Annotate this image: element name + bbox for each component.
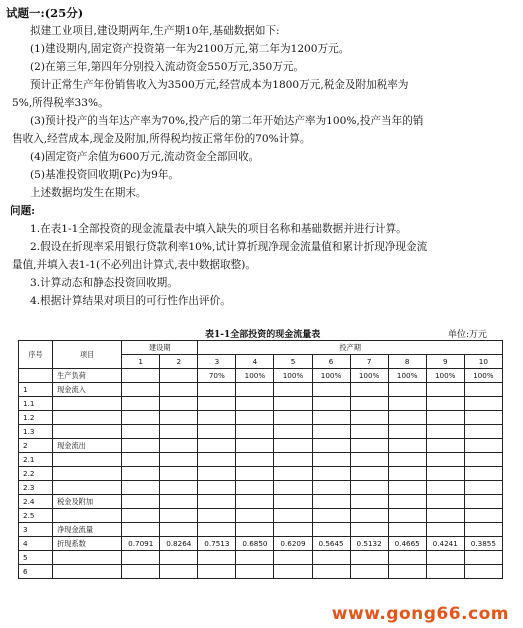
value-cell <box>464 523 502 537</box>
value-cell <box>464 509 502 523</box>
value-cell <box>312 383 350 397</box>
value-cell <box>464 467 502 481</box>
value-cell <box>426 439 464 453</box>
value-cell <box>426 495 464 509</box>
value-cell: 0.6850 <box>236 537 274 551</box>
value-cell <box>160 495 198 509</box>
value-cell <box>122 411 160 425</box>
value-cell <box>312 523 350 537</box>
value-cell <box>236 467 274 481</box>
value-cell <box>388 523 426 537</box>
table-unit: 单位:万元 <box>447 330 487 340</box>
value-cell <box>236 565 274 579</box>
value-cell <box>350 481 388 495</box>
row-item-cell: 现金流出 <box>53 439 122 453</box>
item-4: (4)固定资产余值为600万元,流动资金全部回收。 <box>30 151 260 163</box>
value-cell <box>350 439 388 453</box>
value-cell <box>274 453 312 467</box>
year-cell: 2 <box>160 355 198 369</box>
value-cell <box>160 565 198 579</box>
note-text: 上述数据均发生在期末。 <box>30 187 147 199</box>
value-cell <box>464 397 502 411</box>
row-item-cell <box>53 425 122 439</box>
value-cell <box>312 439 350 453</box>
value-cell <box>198 565 236 579</box>
value-cell: 100% <box>236 369 274 383</box>
value-cell <box>236 495 274 509</box>
value-cell <box>122 481 160 495</box>
value-cell <box>274 411 312 425</box>
value-cell <box>350 397 388 411</box>
value-cell <box>122 495 160 509</box>
row-number-cell: 6 <box>19 565 53 579</box>
item-1: (1)建设期内,固定资产投资第一年为2100万元,第二年为1200万元。 <box>30 43 350 55</box>
row-number-cell: 5 <box>19 551 53 565</box>
table-row <box>19 369 503 383</box>
row-number-cell: 3 <box>19 523 53 537</box>
value-cell <box>198 425 236 439</box>
value-cell: 100% <box>464 369 502 383</box>
value-cell <box>426 425 464 439</box>
row-item-cell <box>53 453 122 467</box>
row-item-cell <box>53 565 122 579</box>
value-cell <box>426 481 464 495</box>
value-cell <box>122 439 160 453</box>
value-cell <box>236 453 274 467</box>
value-cell <box>160 453 198 467</box>
table-row <box>19 565 503 579</box>
row-item-cell <box>53 481 122 495</box>
value-cell <box>198 439 236 453</box>
table-body <box>19 341 503 579</box>
table-row <box>19 537 503 551</box>
value-cell <box>122 509 160 523</box>
value-cell <box>160 439 198 453</box>
item-2: (2)在第三年,第四年分别投入流动资金550万元,350万元。 <box>30 61 305 73</box>
header-no: 序号 <box>19 341 53 369</box>
value-cell <box>122 383 160 397</box>
row-number-cell: 1.1 <box>19 397 53 411</box>
cash-flow-table <box>18 340 503 579</box>
value-cell: 0.7091 <box>122 537 160 551</box>
value-cell <box>464 411 502 425</box>
value-cell <box>464 425 502 439</box>
row-number-cell: 2.1 <box>19 453 53 467</box>
value-cell <box>160 551 198 565</box>
year-cell: 1 <box>122 355 160 369</box>
exam-title: 试题一:(25分) <box>6 6 84 20</box>
year-cell: 3 <box>198 355 236 369</box>
value-cell <box>388 397 426 411</box>
table-row <box>19 495 503 509</box>
value-cell <box>198 453 236 467</box>
row-item-cell: 现金流入 <box>53 383 122 397</box>
value-cell <box>426 523 464 537</box>
value-cell <box>464 495 502 509</box>
value-cell <box>312 509 350 523</box>
value-cell <box>198 495 236 509</box>
table-caption: 表1-1全部投资的现金流量表 <box>205 330 321 340</box>
row-number-cell: 1.3 <box>19 425 53 439</box>
row-item-cell: 税金及附加 <box>53 495 122 509</box>
value-cell <box>160 481 198 495</box>
value-cell <box>274 425 312 439</box>
value-cell <box>274 495 312 509</box>
value-cell <box>122 467 160 481</box>
year-cell: 5 <box>274 355 312 369</box>
value-cell <box>122 523 160 537</box>
value-cell: 0.7513 <box>198 537 236 551</box>
question-2-cont: 量值,并填入表1-1(不必列出计算式,表中数据取整)。 <box>12 259 256 271</box>
row-number-cell: 2.2 <box>19 467 53 481</box>
row-number-cell <box>19 369 53 383</box>
value-cell: 0.5645 <box>312 537 350 551</box>
value-cell <box>426 411 464 425</box>
table-row <box>19 383 503 397</box>
value-cell <box>312 411 350 425</box>
row-number-cell: 4 <box>19 537 53 551</box>
value-cell <box>198 551 236 565</box>
value-cell <box>350 509 388 523</box>
value-cell <box>160 523 198 537</box>
item-3: (3)预计投产的当年达产率为70%,投产后的第二年开始达产率为100%,投产当年的销 <box>30 115 424 127</box>
value-cell <box>198 509 236 523</box>
question-1: 1.在表1-1全部投资的现金流量表中填入缺失的项目名称和基础数据并进行计算。 <box>30 223 407 235</box>
table-row <box>19 453 503 467</box>
value-cell <box>464 551 502 565</box>
value-cell <box>236 383 274 397</box>
item-2-cont-a: 预计正常生产年份销售收入为3500万元,经营成本为1800万元,税金及附加税率为 <box>30 79 409 91</box>
value-cell <box>388 411 426 425</box>
header-row <box>19 341 503 355</box>
value-cell <box>426 467 464 481</box>
row-number-cell: 2.5 <box>19 509 53 523</box>
row-item-cell <box>53 509 122 523</box>
value-cell <box>236 509 274 523</box>
value-cell <box>350 467 388 481</box>
value-cell <box>350 495 388 509</box>
value-cell <box>350 453 388 467</box>
table-row <box>19 467 503 481</box>
value-cell <box>160 467 198 481</box>
table-row <box>19 523 503 537</box>
year-cell: 9 <box>426 355 464 369</box>
value-cell: 0.4241 <box>426 537 464 551</box>
value-cell: 100% <box>312 369 350 383</box>
value-cell <box>160 411 198 425</box>
value-cell <box>122 369 160 383</box>
value-cell <box>312 565 350 579</box>
row-item-cell <box>53 397 122 411</box>
table-row <box>19 397 503 411</box>
value-cell <box>198 383 236 397</box>
value-cell: 0.5132 <box>350 537 388 551</box>
value-cell: 0.8264 <box>160 537 198 551</box>
row-item-cell <box>53 411 122 425</box>
item-2-cont-b: 5%,所得税率33%。 <box>12 97 109 109</box>
value-cell <box>198 523 236 537</box>
value-cell <box>464 481 502 495</box>
value-cell <box>236 481 274 495</box>
value-cell <box>236 411 274 425</box>
value-cell <box>312 397 350 411</box>
value-cell <box>388 481 426 495</box>
header-item: 项目 <box>53 341 122 369</box>
row-item-cell: 净现金流量 <box>53 523 122 537</box>
value-cell <box>426 509 464 523</box>
value-cell <box>274 523 312 537</box>
value-cell: 100% <box>388 369 426 383</box>
row-item-cell <box>53 551 122 565</box>
value-cell <box>350 411 388 425</box>
value-cell <box>388 509 426 523</box>
table-row <box>19 509 503 523</box>
year-cell: 8 <box>388 355 426 369</box>
intro-text: 拟建工业项目,建设期两年,生产期10年,基础数据如下: <box>30 25 280 37</box>
row-number-cell: 1 <box>19 383 53 397</box>
row-number-cell: 2 <box>19 439 53 453</box>
value-cell <box>236 439 274 453</box>
year-cell: 10 <box>464 355 502 369</box>
value-cell <box>198 397 236 411</box>
value-cell <box>388 425 426 439</box>
value-cell <box>274 481 312 495</box>
value-cell <box>388 453 426 467</box>
value-cell <box>426 383 464 397</box>
item-3-cont: 售收入,经营成本,现金及附加,所得税均按正常年份的70%计算。 <box>12 133 311 145</box>
value-cell <box>274 509 312 523</box>
value-cell: 0.4665 <box>388 537 426 551</box>
value-cell <box>350 551 388 565</box>
value-cell <box>236 425 274 439</box>
value-cell <box>274 439 312 453</box>
value-cell <box>122 551 160 565</box>
value-cell <box>160 383 198 397</box>
value-cell <box>388 467 426 481</box>
row-number-cell: 1.2 <box>19 411 53 425</box>
value-cell <box>198 467 236 481</box>
value-cell <box>426 453 464 467</box>
header-build-period: 建设期 <box>122 341 198 355</box>
value-cell <box>122 453 160 467</box>
value-cell <box>464 383 502 397</box>
value-cell <box>160 425 198 439</box>
question-3: 3.计算动态和静态投资回收期。 <box>30 277 178 289</box>
value-cell <box>388 565 426 579</box>
value-cell <box>160 369 198 383</box>
value-cell <box>274 551 312 565</box>
table-row <box>19 481 503 495</box>
table-row <box>19 551 503 565</box>
value-cell <box>464 439 502 453</box>
year-cell: 6 <box>312 355 350 369</box>
row-number-cell: 2.3 <box>19 481 53 495</box>
row-number-cell: 2.4 <box>19 495 53 509</box>
value-cell <box>464 453 502 467</box>
value-cell <box>388 551 426 565</box>
table-row <box>19 411 503 425</box>
value-cell <box>350 425 388 439</box>
value-cell <box>426 551 464 565</box>
row-item-cell: 折现系数 <box>53 537 122 551</box>
value-cell <box>388 495 426 509</box>
value-cell <box>122 397 160 411</box>
value-cell: 100% <box>426 369 464 383</box>
value-cell: 0.3855 <box>464 537 502 551</box>
value-cell <box>312 495 350 509</box>
value-cell <box>122 565 160 579</box>
value-cell <box>350 565 388 579</box>
value-cell <box>236 551 274 565</box>
value-cell <box>312 481 350 495</box>
value-cell: 70% <box>198 369 236 383</box>
item-5: (5)基准投资回收期(Pc)为9年。 <box>30 169 180 181</box>
value-cell <box>274 383 312 397</box>
value-cell <box>426 565 464 579</box>
header-production-period: 投产期 <box>198 341 503 355</box>
value-cell <box>122 425 160 439</box>
question-2: 2.假设在折现率采用银行贷款利率10%,试计算折现净现金流量值和累计折现净现金流 <box>30 241 428 253</box>
row-item-cell: 生产负荷 <box>53 369 122 383</box>
value-cell <box>274 565 312 579</box>
question-4: 4.根据计算结果对项目的可行性作出评价。 <box>30 295 231 307</box>
value-cell <box>312 453 350 467</box>
row-item-cell <box>53 467 122 481</box>
value-cell: 0.6209 <box>274 537 312 551</box>
value-cell <box>464 565 502 579</box>
value-cell <box>274 467 312 481</box>
value-cell <box>160 397 198 411</box>
value-cell: 100% <box>274 369 312 383</box>
value-cell <box>236 523 274 537</box>
table-row <box>19 425 503 439</box>
value-cell <box>236 397 274 411</box>
table-row <box>19 439 503 453</box>
year-cell: 4 <box>236 355 274 369</box>
value-cell <box>350 523 388 537</box>
value-cell <box>198 411 236 425</box>
value-cell <box>388 439 426 453</box>
value-cell <box>160 509 198 523</box>
question-heading: 问题: <box>10 205 36 217</box>
value-cell <box>350 383 388 397</box>
value-cell <box>312 551 350 565</box>
value-cell <box>426 397 464 411</box>
value-cell: 100% <box>350 369 388 383</box>
year-cell: 7 <box>350 355 388 369</box>
value-cell <box>274 397 312 411</box>
watermark-text: www.gong66.com <box>331 604 509 624</box>
value-cell <box>312 425 350 439</box>
value-cell <box>388 383 426 397</box>
value-cell <box>198 481 236 495</box>
value-cell <box>312 467 350 481</box>
